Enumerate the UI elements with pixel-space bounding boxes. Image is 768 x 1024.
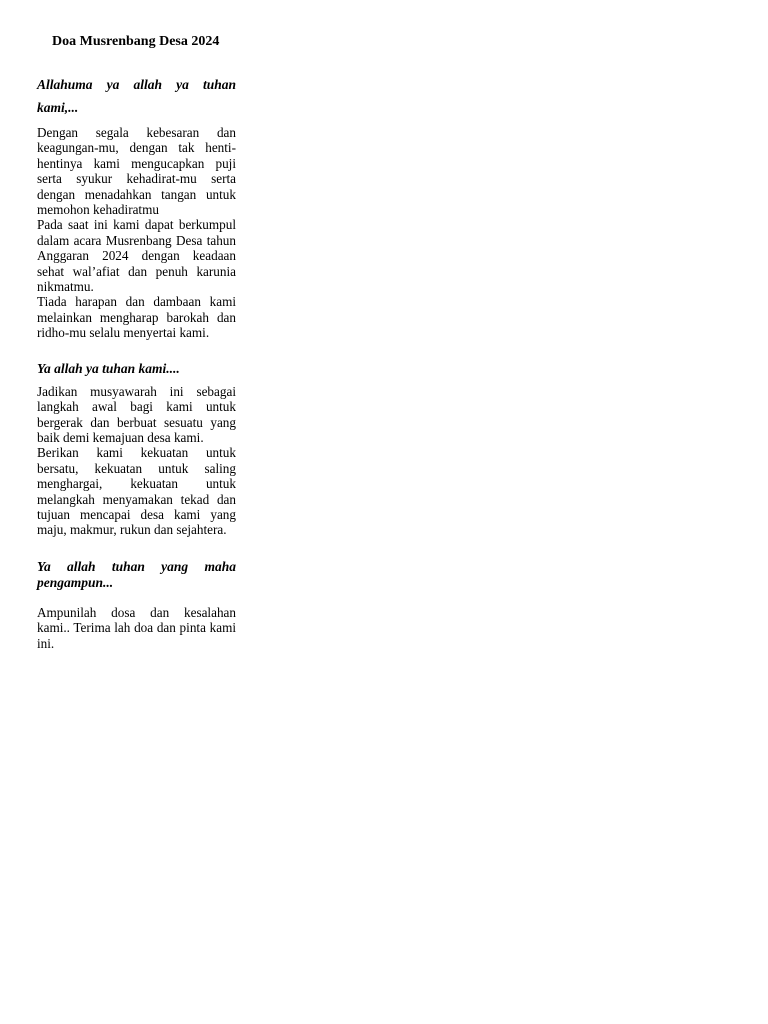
prayer-section-2	[37, 361, 236, 538]
paragraph: Berikan kami kekuatan untuk bersatu, kekuatan untuk saling menghargai, kekuatan untuk melangkah menyamakan tekad dan tujuan mencapai desa kami yang maju, makmur, rukun dan sejahtera.	[37, 445, 236, 538]
prayer-section-1	[37, 73, 236, 341]
paragraph: Jadikan musyawarah ini sebagai langkah awal bagi kami untuk bergerak dan berbuat sesuatu yang baik demi kemajuan desa kami.	[37, 383, 236, 445]
paragraph: Dengan segala kebesaran dan keagungan-mu, dengan tak henti-hentinya kami mengucapkan puji serta syukur kehadirat-mu serta dengan menadahkan tangan untuk memohon kehadiratmu	[37, 125, 236, 218]
document-title: Doa Musrenbang Desa 2024	[52, 34, 220, 49]
paragraph: Tiada harapan dan dambaan kami melainkan mengharap barokah dan ridho-mu selalu menyertai kami.	[37, 294, 236, 341]
section-heading: Ya allah tuhan yang maha pengampun...	[37, 558, 236, 590]
section-body	[37, 605, 236, 651]
section-heading: Ya allah ya tuhan kami....	[37, 360, 180, 376]
paragraph: Ampunilah dosa dan kesalahan kami.. Terima lah doa dan pinta kami ini.	[37, 604, 236, 651]
section-body	[37, 384, 236, 538]
paragraph: Pada saat ini kami dapat berkumpul dalam acara Musrenbang Desa tahun Anggaran 2024 dengan keadaan sehat wal’afiat dan penuh karunia nikmatmu.	[37, 217, 236, 295]
section-body	[37, 125, 236, 341]
section-heading: Allahuma ya allah ya tuhan kami,...	[37, 77, 236, 115]
text-column	[37, 33, 236, 651]
prayer-section-3	[37, 559, 236, 651]
